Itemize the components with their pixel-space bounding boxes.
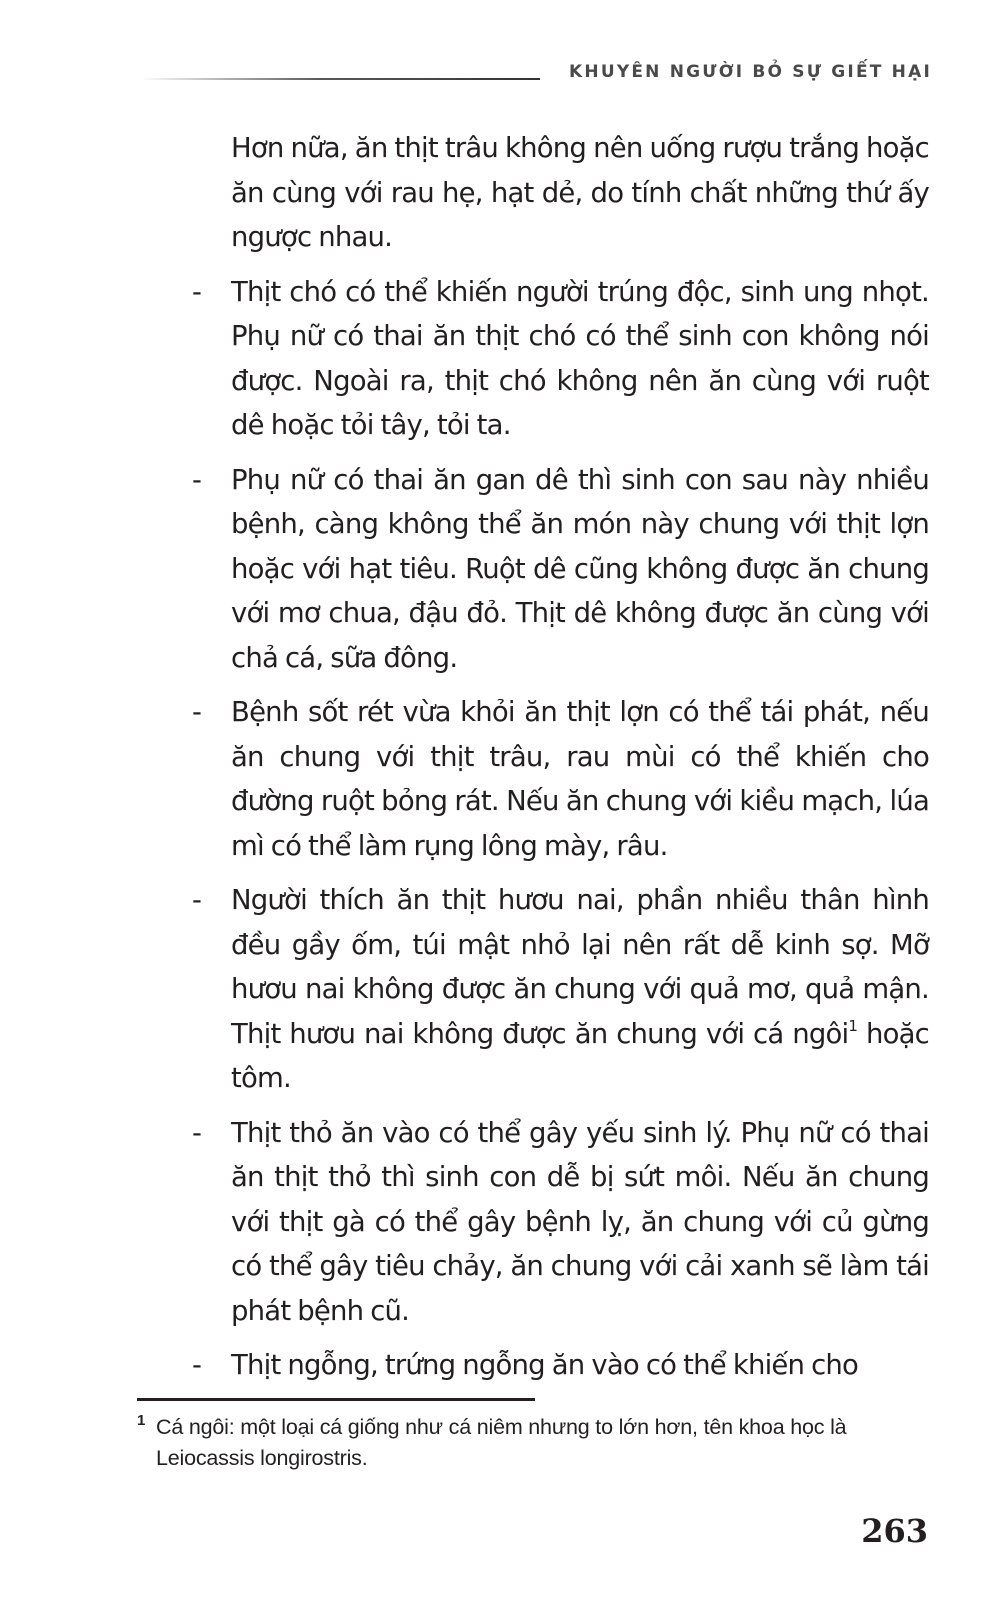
footnote-rule xyxy=(137,1398,535,1401)
header-rule xyxy=(140,78,540,80)
list-item-pork xyxy=(192,690,929,868)
bullet-dash: - xyxy=(192,275,202,308)
list-item-text: Người thích ăn thịt hươu nai, phần nhiều thân hình đều gầy ốm, túi mật nhỏ lại nên rất dễ kinh sợ. Mỡ hươu nai không được ăn chung với quả mơ, quả mận. Thịt hươu nai không được ăn chung với cá ngôi xyxy=(231,884,929,1050)
intro-paragraph: Hơn nữa, ăn thịt trâu không nên uống rượu trắng hoặc ăn cùng với rau hẹ, hạt dẻ, do tính chất những thứ ấy ngược nhau. xyxy=(231,132,929,253)
list-item-deer-meat xyxy=(192,878,929,1101)
list-item-text: Thịt ngỗng, trứng ngỗng ăn vào có thể khiến cho xyxy=(231,1349,859,1381)
list-item-rabbit-meat xyxy=(192,1111,929,1334)
list-item-text: Bệnh sốt rét vừa khỏi ăn thịt lợn có thể tái phát, nếu ăn chung với thịt trâu, rau mùi có thể khiến cho đường ruột bỏng rát. Nếu ăn chung với kiều mạch, lúa mì có thể làm rụng lông mày, râu. xyxy=(231,696,929,862)
bullet-dash: - xyxy=(192,696,202,728)
bullet-dash: - xyxy=(192,884,202,916)
footnote-number: 1 xyxy=(137,1412,146,1429)
list-item-text-tail: hoặc tôm. xyxy=(231,1017,929,1094)
bullet-dash: - xyxy=(192,1116,202,1149)
list-item-dog-meat xyxy=(192,270,929,448)
bullet-dash: - xyxy=(192,1349,202,1381)
list-item-text: Phụ nữ có thai ăn gan dê thì sinh con sau này nhiều bệnh, càng không thể ăn món này chung với thịt lợn hoặc với hạt tiêu. Ruột dê cũng không được ăn chung với mơ chua, đậu đỏ. Thịt dê không được ăn cùng với chả cá, sữa đông. xyxy=(231,463,929,674)
running-header: KHUYÊN NGƯỜI BỎ SỰ GIẾT HẠI xyxy=(569,62,932,82)
footnote-reference[interactable]: 1 xyxy=(848,1016,858,1035)
list-item-text: Thịt chó có thể khiến người trúng độc, sinh ung nhọt. Phụ nữ có thai ăn thịt chó có thể sinh con không nói được. Ngoài ra, thịt chó không nên ăn cùng với ruột dê hoặc tỏi tây, tỏi ta. xyxy=(231,275,929,441)
bullet-dash: - xyxy=(192,463,202,496)
list-item-goose-meat xyxy=(192,1343,929,1388)
list-item-text: Thịt thỏ ăn vào có thể gây yếu sinh lý. Phụ nữ có thai ăn thịt thỏ thì sinh con dễ bị sứt môi. Nếu ăn chung với thịt gà có thể gây bệnh lỵ, ăn chung với củ gừng có thể gây tiêu chảy, ăn chung với cải xanh sẽ làm tái phát bệnh cũ. xyxy=(231,1116,929,1327)
body-text xyxy=(192,126,929,1388)
footnote-text: Cá ngôi: một loại cá giống như cá niêm nhưng to lớn hơn, tên khoa học là Leiocassis longirostris. xyxy=(156,1415,847,1470)
footnote xyxy=(137,1412,929,1474)
list-item-goat-liver xyxy=(192,458,929,681)
page-number: 263 xyxy=(861,1512,928,1550)
